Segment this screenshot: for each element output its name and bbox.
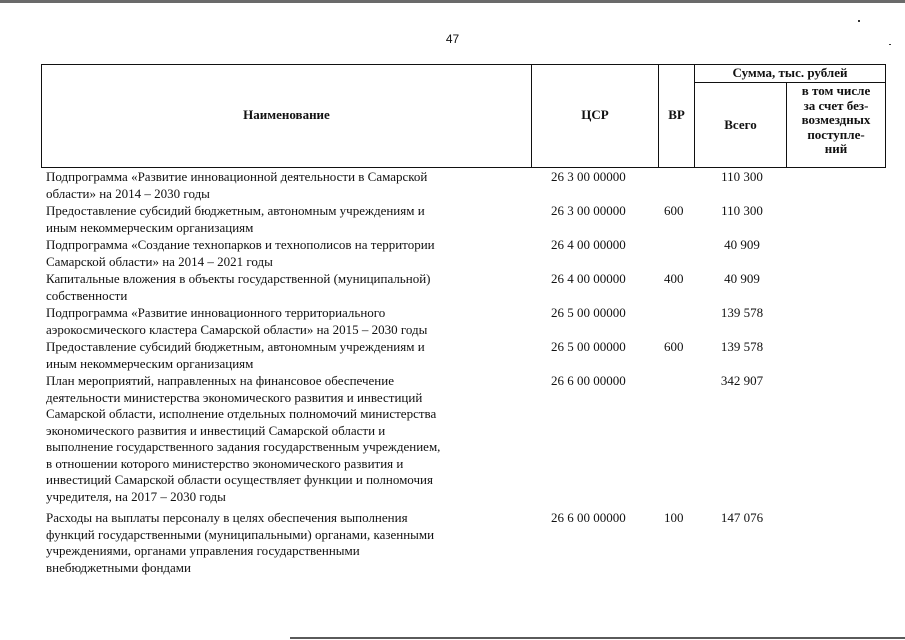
header-vr: ВР — [668, 107, 685, 122]
scan-edge-bottom — [290, 637, 905, 639]
header-name: Наименование — [243, 107, 330, 122]
scan-speck — [858, 20, 860, 22]
row-name: Подпрограмма «Развитие инновационной деятельности в Самарской области» на 2014 – 2030 годы — [46, 169, 428, 201]
row-name: Капитальные вложения в объекты государственной (муниципальной) собственности — [46, 271, 431, 303]
header-csr: ЦСР — [581, 107, 609, 122]
row-total: 40 909 — [724, 237, 760, 252]
row-name: Предоставление субсидий бюджетным, автономным учреждениям и иным некоммерческим организациям — [46, 203, 425, 235]
row-total: 139 578 — [720, 305, 764, 320]
row-name: План мероприятий, направленных на финансовое обеспечение деятельности министерства экономического развития и инвестиций Самарской области, исполнение отдельных полномочий министерства экономического развития и инвестиций Самарской области и выполнение государственного задания государственным учреждением, в отношении которого министерство экономического развития и инвестиций Самарской области осуществляет функции и полномочия учредителя, на 2017 – 2030 годы — [46, 373, 441, 504]
row-name: Подпрограмма «Развитие инновационного территориального аэрокосмического кластера Самарской области» на 2015 – 2030 годы — [46, 305, 428, 337]
row-csr: 26 4 00 00000 — [551, 271, 626, 286]
row-total: 147 076 — [720, 510, 764, 525]
scan-edge-top — [0, 0, 905, 3]
row-total: 139 578 — [720, 339, 764, 354]
row-csr: 26 4 00 00000 — [551, 237, 626, 252]
row-total: 110 300 — [721, 169, 763, 184]
row-total: 342 907 — [720, 373, 764, 388]
row-name: Подпрограмма «Создание технопарков и технополисов на территории Самарской области» на 2014 – 2021 годы — [46, 237, 435, 269]
header-gratuitous: в том числе за счет без- возмездных поступле- ний — [801, 83, 871, 156]
row-name: Предоставление субсидий бюджетным, автономным учреждениям и иным некоммерческим организациям — [46, 339, 425, 371]
row-csr: 26 6 00 00000 — [551, 373, 626, 388]
row-csr: 26 5 00 00000 — [551, 339, 626, 354]
row-name: Расходы на выплаты персоналу в целях обеспечения выполнения функций государственными (муниципальными) органами, казенными учреждениями, органами управления государственными внебюджетными фондами — [46, 510, 435, 575]
row-csr: 26 5 00 00000 — [551, 305, 626, 320]
row-total: 110 300 — [721, 203, 763, 218]
row-vr: 600 — [664, 339, 684, 354]
page-number: 47 — [445, 32, 460, 46]
header-total: Всего — [724, 117, 757, 132]
row-csr: 26 3 00 00000 — [551, 203, 626, 218]
row-csr: 26 6 00 00000 — [551, 510, 626, 525]
row-vr: 400 — [664, 271, 684, 286]
row-csr: 26 3 00 00000 — [551, 169, 626, 184]
header-sum-group: Сумма, тыс. рублей — [732, 65, 848, 80]
row-total: 40 909 — [724, 271, 760, 286]
row-vr: 600 — [664, 203, 684, 218]
row-vr: 100 — [664, 510, 684, 525]
